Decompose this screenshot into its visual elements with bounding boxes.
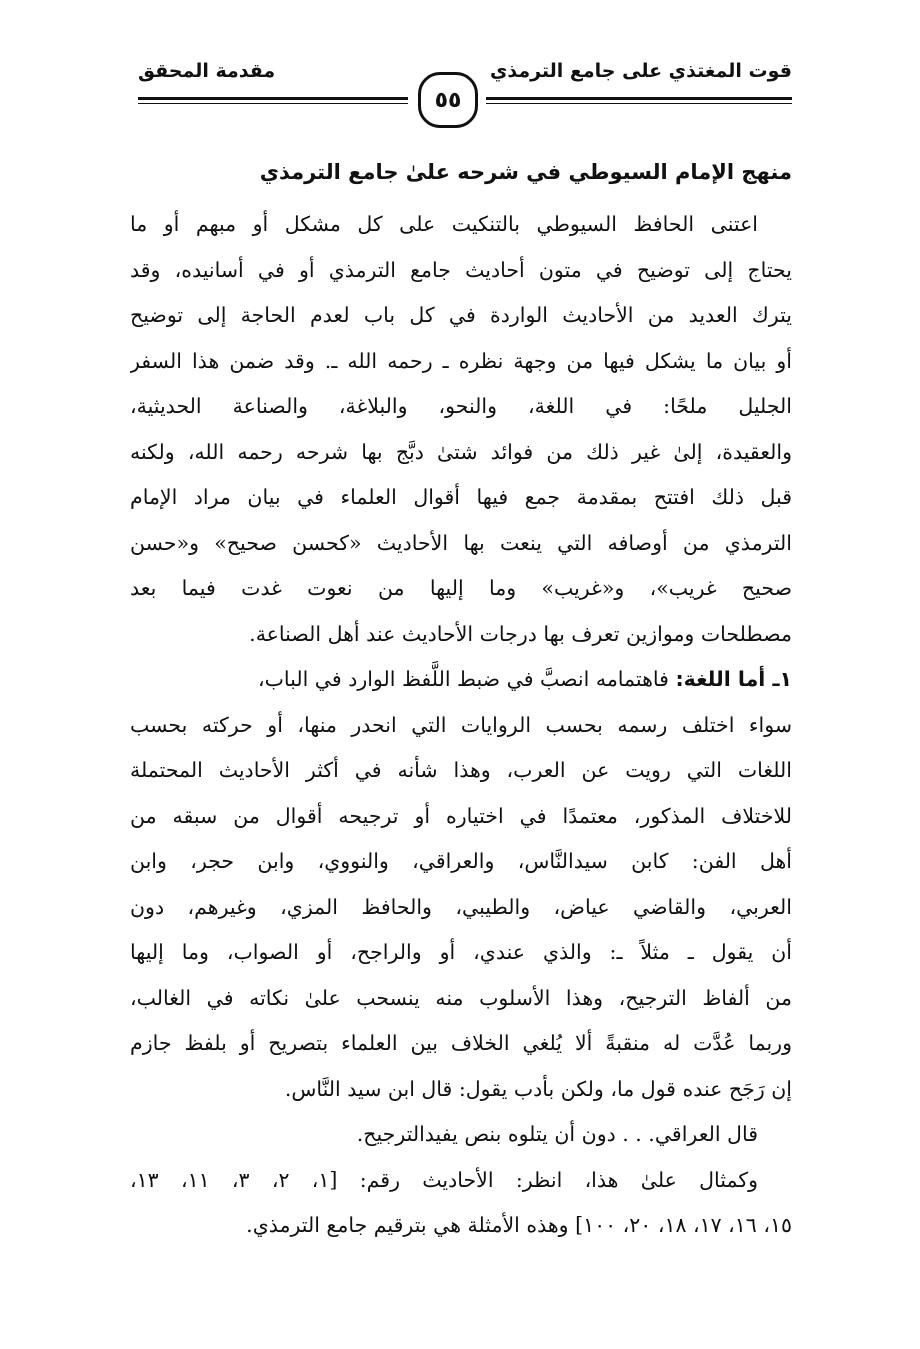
paragraph-line: الجليل ملحًا: في اللغة، والنحو، والبلاغة، والصناعة الحديثية،	[130, 394, 792, 418]
running-header-title: قوت المغتذي على جامع الترمذي	[489, 60, 792, 82]
iraqi-line: قال العراقي. . . دون أن يتلوه بنص يفيدالترجيح.	[356, 1122, 758, 1146]
paragraph-line: مصطلحات وموازين تعرف بها درجات الأحاديث عند أهل الصناعة.	[249, 621, 792, 646]
paragraph-line: أن يقول ـ مثلاً ـ: والذي عندي، أو والراجح، أو الصواب، وما إليها	[130, 940, 792, 964]
page-number: ٥٥	[418, 72, 478, 128]
paragraph-line: أهل الفن: كابن سيدالنَّاس، والعراقي، والنووي، وابن حجر، وابن	[130, 849, 792, 873]
header-rule-right-thin	[486, 103, 792, 104]
paragraph-line: صحيح غريب»، و«غريب» وما إليها من نعوت غدت فيما بعد	[130, 576, 792, 600]
paragraph-line: اللغات التي رويت عن العرب، وهذا شأنه في أكثر الأحاديث المحتملة	[130, 758, 792, 782]
paragraph-line: سواء اختلف رسمه بحسب الروايات التي انحدر منها، أو حركته بحسب	[130, 712, 792, 737]
body-text	[130, 202, 792, 1249]
paragraph-line: وربما عُدَّت له منقبةً ألا يُلغي الخلاف بين العلماء بتصريح أو بلفظ جازم	[130, 1031, 792, 1055]
paragraph-line-rest: فاهتمامه انصبَّ في ضبط اللَّفظ الوارد في الباب،	[257, 667, 669, 691]
paragraph-line	[130, 657, 792, 703]
paragraph-line: للاختلاف المذكور، معتمدًا في اختياره أو ترجيحه أقوال من سبقه من	[130, 803, 792, 828]
paragraph-line: الترمذي من أوصافه التي ينعت بها الأحاديث «كحسن صحيح» و«حسن	[130, 530, 792, 555]
paragraph-line: اعتنى الحافظ السيوطي بالتنكيت على كل مشكل أو مبهم أو ما	[130, 212, 758, 236]
paragraph-line: والعقيدة، إلىٰ غير ذلك من فوائد شتىٰ دبَّج بها شرحه رحمه الله، ولكنه	[130, 439, 792, 464]
examples-line: ١٥، ١٦، ١٧، ١٨، ٢٠، ١٠٠] وهذه الأمثلة هي بترقيم جامع الترمذي.	[246, 1213, 792, 1237]
header-rule-right-thick	[486, 97, 792, 100]
paragraph-line: أو بيان ما يشكل فيها من وجهة نظره ـ رحمه الله ـ. وقد ضمن هذا السفر	[130, 348, 792, 373]
paragraph-line: من ألفاظ الترجيح، وهذا الأسلوب منه ينسحب علىٰ نكاته في الغالب،	[130, 985, 792, 1010]
running-header-section: مقدمة المحقق	[138, 60, 276, 82]
paragraph-line: قبل ذلك افتتح بمقدمة جمع فيها أقوال العلماء في بيان مراد الإمام	[130, 485, 792, 509]
section-label-language: ١ـ أما اللغة:	[675, 667, 792, 691]
paragraph-line: إن رَجَح عنده قول ما، ولكن بأدب يقول: قال ابن سيد النَّاس.	[284, 1076, 792, 1101]
paragraph-line: العربي، والقاضي عياض، والطيبي، والحافظ المزي، وغيرهم، دون	[130, 894, 792, 919]
header-rule-left-thick	[138, 97, 408, 100]
header-rule-left-thin	[138, 103, 408, 104]
paragraph-line: يحتاج إلى توضيح في متون أحاديث جامع الترمذي أو في أسانيده، وقد	[130, 257, 792, 282]
paragraph-line: يترك العديد من الأحاديث الواردة في كل باب لعدم الحاجة إلى توضيح	[130, 303, 792, 327]
examples-line: وكمثال علىٰ هذا، انظر: الأحاديث رقم: [١، ٢، ٣، ١١، ١٣،	[130, 1167, 758, 1192]
section-heading: منهج الإمام السيوطي في شرحه علىٰ جامع الترمذي	[259, 160, 792, 184]
